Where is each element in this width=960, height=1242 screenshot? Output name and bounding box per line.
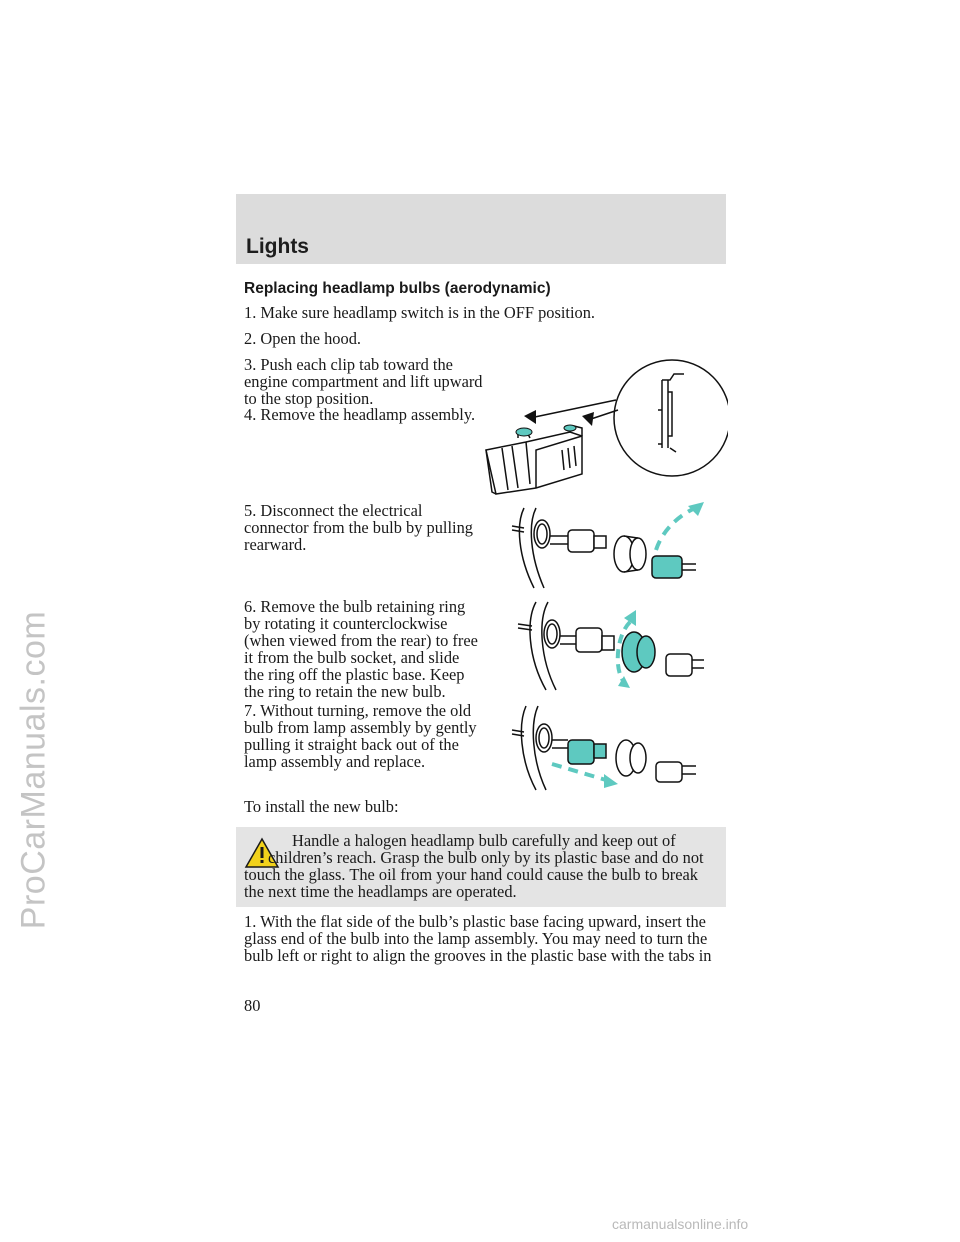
remove-retaining-ring-illustration <box>506 596 716 694</box>
remove-bulb-illustration <box>506 700 716 795</box>
section-title: Lights <box>246 235 309 258</box>
install-step-1: 1. With the flat side of the bulb’s plastic base facing upward, insert the glass end of the bulb into the lamp assembly. You may need to turn the bulb left or right to align the grooves in the plastic base with the tabs in <box>244 912 712 965</box>
subhead: Replacing headlamp bulbs (aerodynamic) <box>244 280 551 297</box>
warning-text: Handle a halogen headlamp bulb carefully and keep out of children’s reach. Grasp the bulb only by its plastic base and do not touch the glass. The oil from your hand could cause the bulb to break the next time the headlamps are operated. <box>244 831 704 901</box>
step-2: 2. Open the hood. <box>244 329 361 348</box>
warning-box <box>236 827 726 907</box>
watermark <box>6 300 62 1240</box>
disconnect-connector-illustration <box>506 500 716 595</box>
step-3: 3. Push each clip tab toward the engine compartment and lift upward to the stop position. <box>244 355 483 408</box>
page-number: 80 <box>244 996 261 1015</box>
step-5: 5. Disconnect the electrical connector from the bulb by pulling rearward. <box>244 501 473 554</box>
headlamp-assembly-illustration <box>478 352 728 502</box>
section-header <box>236 194 726 264</box>
step-6: 6. Remove the bulb retaining ring by rotating it counterclockwise (when viewed from the rear) to free it from the bulb socket, and slide the ring off the plastic base. Keep the ring to retain the new bulb. <box>244 597 478 701</box>
footer-site: carmanualsonline.info <box>612 1216 749 1232</box>
watermark-text: ProCarManuals.com <box>14 610 53 930</box>
step-1: 1. Make sure headlamp switch is in the OFF position. <box>244 303 595 322</box>
step-4: 4. Remove the headlamp assembly. <box>244 405 476 424</box>
install-intro: To install the new bulb: <box>244 797 399 816</box>
step-7: 7. Without turning, remove the old bulb from lamp assembly by gently pulling it straight back out of the lamp assembly and replace. <box>244 701 477 771</box>
